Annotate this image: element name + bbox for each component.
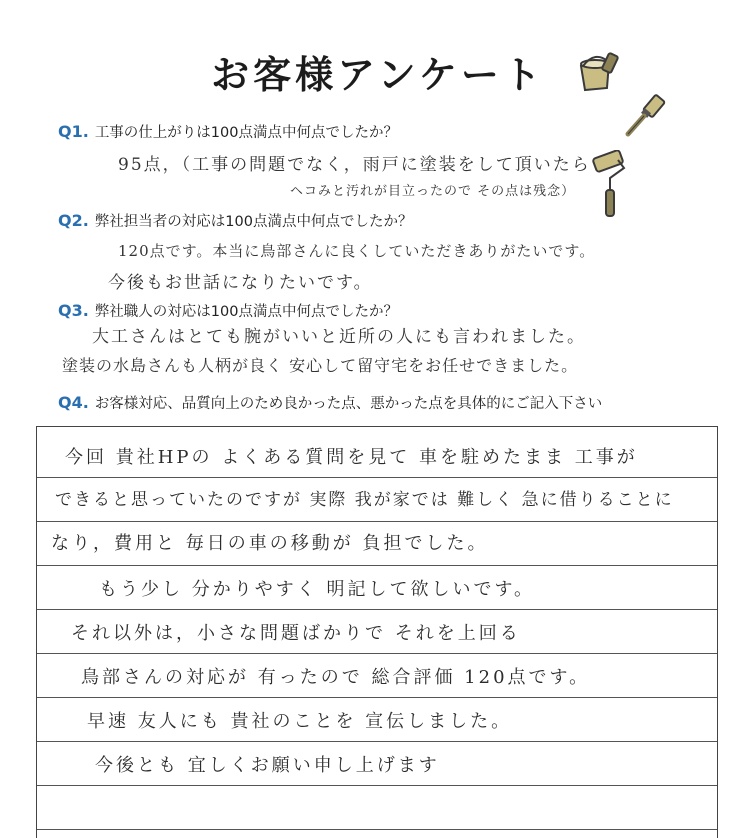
answer-1-line-1: 95点，（工事の問題でなく，雨戸に塗装をして頂いたら: [118, 155, 591, 175]
paint-brush-icon: [622, 92, 670, 140]
question-4: [58, 392, 602, 413]
answer-3-line-2: 塗装の水島さんも人柄が良く 安心して留守宅をお任せできました。: [62, 356, 579, 375]
comment-line: 今後とも 宜しくお願い申し上げます: [95, 755, 440, 776]
question-2: [58, 210, 413, 231]
comment-line: 今回 貴社HPの よくある質問を見て 車を駐めたまま 工事が: [65, 447, 638, 468]
free-comment-box: [36, 426, 718, 838]
question-text: 工事の仕上がりは100点満点中何点でしたか？: [94, 125, 398, 141]
comment-line: できると思っていたのですが 実際 我が家では 難しく 急に借りることに: [55, 490, 674, 510]
page-title: お客様アンケート: [211, 53, 545, 97]
question-1: [58, 121, 398, 142]
question-text: お客様対応、品質向上のため良かった点、悪かった点を具体的にご記入下さい: [94, 396, 603, 412]
answer-3-line-1: 大工さんはとても腕がいいと近所の人にも言われました。: [92, 327, 586, 347]
answer-1-line-2: ヘコみと汚れが目立ったので その点は残念）: [290, 184, 576, 199]
comment-line: 早速 友人にも 貴社のことを 宣伝しました。: [87, 711, 513, 732]
comment-line: もう少し 分かりやすく 明記して欲しいです。: [99, 579, 536, 600]
comment-line: 鳥部さんの対応が 有ったので 総合評価 120点です。: [81, 667, 591, 688]
paint-bucket-icon: [575, 50, 621, 96]
paint-roller-icon: [588, 150, 628, 220]
question-3: [58, 300, 398, 321]
question-number: Q2.: [58, 211, 89, 230]
question-number: Q4.: [58, 393, 89, 412]
question-text: 弊社職人の対応は100点満点中何点でしたか？: [94, 304, 398, 320]
question-text: 弊社担当者の対応は100点満点中何点でしたか？: [94, 214, 413, 230]
answer-2-line-2: 今後もお世話になりたいです。: [108, 273, 373, 293]
question-number: Q1.: [58, 122, 89, 141]
comment-line: それ以外は，小さな問題ばかりで それを上回る: [71, 623, 521, 644]
comment-line: なり，費用と 毎日の車の移動が 負担でした。: [51, 533, 489, 554]
answer-2-line-1: 120点です。本当に鳥部さんに良くしていただきありがたいです。: [118, 242, 596, 260]
question-number: Q3.: [58, 301, 89, 320]
